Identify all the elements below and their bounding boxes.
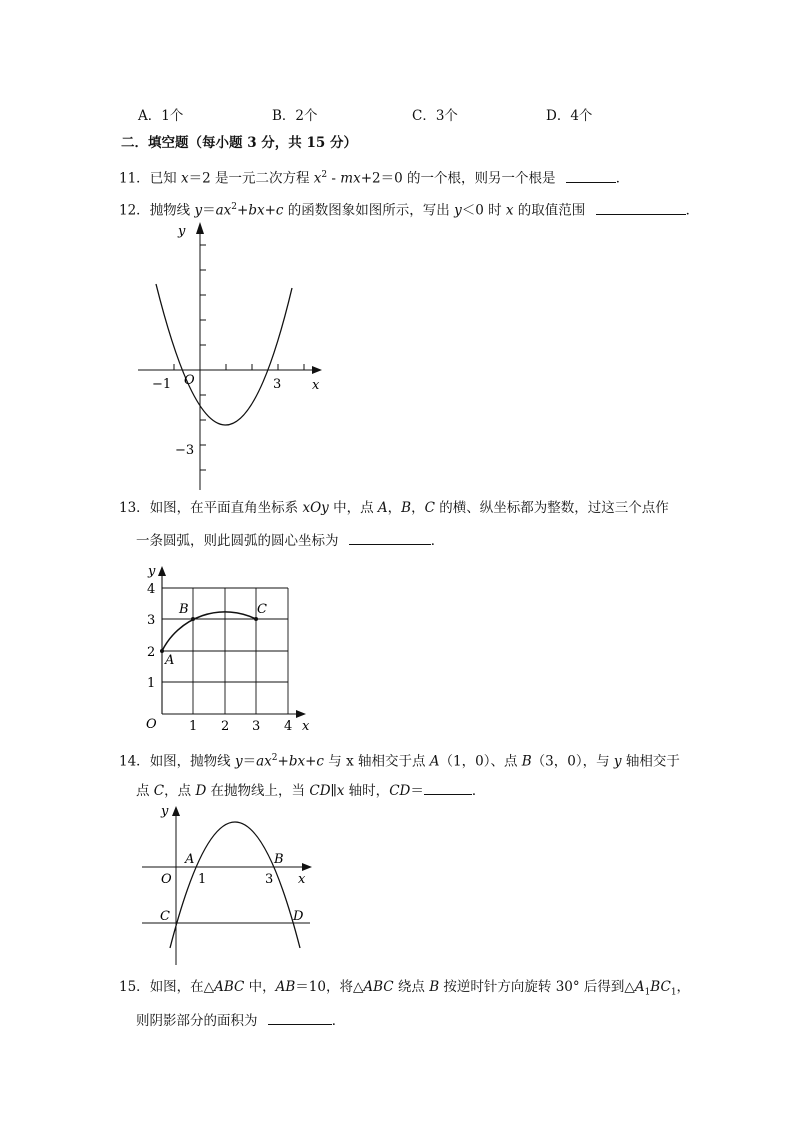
q15-text-5: 按逆时针方向旋转 30° 后得到△	[439, 979, 635, 995]
q14-var-ax: ax	[256, 753, 272, 770]
option-b: B．2个	[272, 108, 318, 124]
q15-var-bc1: BC	[650, 979, 671, 995]
q15-text-2: 中，	[244, 979, 276, 995]
q13-xtick-4: 4	[284, 719, 293, 734]
q14-label-b: B	[274, 852, 284, 867]
q12-end: ．	[685, 202, 700, 219]
q13-text-6: 一条圆弧，则此圆弧的圆心坐标为	[136, 533, 339, 549]
q13-number: 13．	[119, 500, 150, 516]
q14-text-6: （1，0）、点	[439, 753, 522, 770]
q14-answer-blank[interactable]	[424, 780, 472, 795]
q15-text-6: ，	[676, 979, 691, 995]
q12-y-label: y	[178, 224, 186, 239]
q13-xtick-2: 2	[221, 719, 230, 734]
question-15-line1	[119, 978, 690, 1002]
q15-end: ．	[331, 1013, 346, 1029]
q13-text-5: 的横、纵坐标都为整数，过这三个点作	[434, 500, 669, 516]
q11-answer-blank[interactable]	[566, 168, 616, 183]
q14-text-2: ＝	[242, 753, 257, 770]
q11-text-1: 已知	[149, 170, 181, 187]
q15-number: 15．	[119, 979, 150, 995]
q12-var-bx: bx	[248, 202, 265, 219]
q13-point-b	[191, 617, 195, 621]
q15-var-abc2: ABC	[363, 979, 394, 995]
q12-x-arrow	[312, 366, 322, 374]
q12-text-7: 的取值范围	[513, 202, 586, 219]
q12-tick-neg1: −1	[152, 377, 172, 392]
q12-origin-label: O	[184, 373, 195, 388]
q14-var-c: c	[316, 753, 324, 770]
q14-text-9: 点	[136, 783, 154, 799]
q14-var-y: y	[234, 753, 243, 770]
q13-x-label: x	[302, 719, 310, 734]
q13-xtick-3: 3	[252, 719, 261, 734]
q11-exponent: 2	[321, 170, 328, 180]
q13-end: ．	[430, 533, 445, 549]
q13-answer-blank[interactable]	[349, 530, 431, 545]
q14-text-14: ＝	[410, 783, 424, 799]
q14-text-8: 轴相交于	[621, 753, 680, 770]
q14-text-5: 与 x 轴相交于点	[323, 753, 430, 770]
q12-x-label: x	[312, 378, 320, 393]
q15-var-abc: ABC	[214, 979, 245, 995]
q14-var-c2: C	[153, 783, 165, 799]
q15-var-ab: AB	[275, 979, 296, 995]
q14-parabola-figure	[135, 800, 320, 970]
q13-var-c: C	[424, 500, 435, 516]
q14-var-cd2: CD	[389, 783, 411, 799]
question-11	[119, 166, 629, 188]
q14-var-x: x	[336, 783, 345, 799]
q14-var-cd: CD	[309, 783, 331, 799]
q14-exponent: 2	[271, 753, 278, 763]
q14-end: ．	[471, 783, 486, 799]
q13-var-a: A	[377, 500, 388, 516]
q14-text-11: 在抛物线上，当	[206, 783, 310, 799]
question-15-line2	[136, 1010, 345, 1030]
q15-text-1: 如图，在△	[149, 979, 215, 995]
q11-text-3: -	[327, 170, 341, 187]
q14-number: 14．	[119, 753, 150, 770]
q13-x-arrow	[296, 710, 306, 718]
q13-ytick-1: 1	[147, 676, 156, 691]
q13-label-c: C	[257, 602, 267, 617]
q11-number: 11．	[119, 170, 150, 187]
q13-text-1: 如图，在平面直角坐标系	[149, 500, 303, 516]
q13-ytick-4: 4	[147, 582, 156, 597]
q14-origin-label: O	[161, 872, 172, 887]
question-12	[119, 198, 699, 220]
q12-exponent: 2	[231, 202, 238, 212]
q14-x-arrow	[302, 863, 312, 871]
q14-label-d: D	[293, 909, 304, 924]
q12-y-arrow	[196, 222, 204, 234]
q13-ytick-3: 3	[147, 613, 156, 628]
q13-point-a	[160, 649, 164, 653]
option-c: C．3个	[412, 108, 458, 124]
q13-var-xoy: xOy	[302, 500, 329, 516]
q14-var-bx: bx	[288, 753, 306, 770]
q12-var-ax: ax	[215, 202, 232, 219]
q12-number: 12．	[119, 202, 150, 219]
q14-label-c: C	[160, 909, 170, 924]
q15-answer-blank[interactable]	[268, 1010, 332, 1025]
question-14-line1	[119, 749, 680, 771]
q12-text-4: +	[264, 202, 276, 219]
q14-var-y2: y	[613, 753, 622, 770]
q12-var-y: y	[194, 202, 203, 219]
q12-tick-3: 3	[273, 377, 282, 392]
q13-point-c	[254, 617, 258, 621]
q14-var-d: D	[195, 783, 207, 799]
q13-origin-label: O	[146, 717, 157, 732]
q13-y-label: y	[148, 564, 156, 579]
option-d: D．4个	[546, 108, 593, 124]
question-13-line1	[119, 499, 669, 517]
question-14-line2	[136, 780, 485, 800]
q14-text-12: ∥	[330, 783, 337, 799]
q14-var-a: A	[429, 753, 440, 770]
q14-parabola-curve	[170, 822, 300, 948]
option-a: A．1个	[138, 108, 184, 124]
question-13-line2	[136, 530, 444, 550]
q14-tick-3: 3	[265, 872, 274, 887]
q15-text-7: 则阴影部分的面积为	[136, 1013, 258, 1029]
q13-y-arrow	[158, 566, 166, 576]
q15-sub-2: 1	[670, 987, 677, 998]
q15-text-3: ＝10，将△	[295, 979, 364, 995]
q13-arc	[162, 612, 256, 651]
q14-y-arrow	[172, 806, 180, 816]
q12-text-1: 抛物线	[149, 202, 195, 219]
q12-parabola-curve	[156, 284, 292, 425]
q12-text-3: +	[237, 202, 249, 219]
q15-var-b: B	[429, 979, 440, 995]
q14-label-a: A	[185, 852, 195, 867]
q13-var-b: B	[401, 500, 412, 516]
q15-text-4: 绕点	[393, 979, 430, 995]
q13-text-2: 中，点	[328, 500, 378, 516]
section-title: 二．填空题（每小题 3 分，共 15 分）	[121, 135, 357, 151]
q12-var-c: c	[275, 202, 284, 219]
q12-text-5: 的函数图象如图所示，写出	[283, 202, 455, 219]
q14-y-label: y	[161, 804, 169, 819]
q13-grid-figure	[140, 560, 320, 740]
q14-x-label: x	[298, 872, 306, 887]
q11-end: ．	[615, 170, 630, 187]
q13-xtick-1: 1	[189, 719, 198, 734]
q14-text-4: +	[305, 753, 317, 770]
q13-text-3: ，	[387, 500, 402, 516]
q11-text-4: +2＝0 的一个根，则另一个根是	[360, 170, 556, 187]
q13-ytick-2: 2	[147, 645, 156, 660]
q13-label-a: A	[165, 653, 175, 668]
q11-var-mx: mx	[340, 170, 361, 187]
q12-tick-neg3: −3	[175, 443, 195, 458]
q14-tick-1: 1	[198, 872, 207, 887]
q12-text-6: ＜0 时	[461, 202, 506, 219]
q13-text-4: ，	[411, 500, 425, 516]
q12-text-2: ＝	[202, 202, 216, 219]
q14-text-1: 如图，抛物线	[149, 753, 235, 770]
q14-text-7: （3，0），与	[531, 753, 614, 770]
q14-text-10: ，点	[164, 783, 196, 799]
q11-text-2: ＝2 是一元二次方程	[188, 170, 314, 187]
q12-var-x: x	[505, 202, 514, 219]
q12-parabola-figure	[130, 218, 340, 498]
q12-answer-blank[interactable]	[596, 200, 686, 215]
q12-var-y2: y	[454, 202, 462, 219]
q15-var-a1: A	[634, 979, 645, 995]
q14-var-b: B	[521, 753, 532, 770]
q14-text-13: 轴时，	[344, 783, 390, 799]
q14-text-3: +	[277, 753, 289, 770]
q13-label-b: B	[179, 602, 189, 617]
q11-var-x: x	[180, 170, 189, 187]
q11-var-x2: x	[313, 170, 322, 187]
q15-sub-1: 1	[644, 987, 651, 998]
